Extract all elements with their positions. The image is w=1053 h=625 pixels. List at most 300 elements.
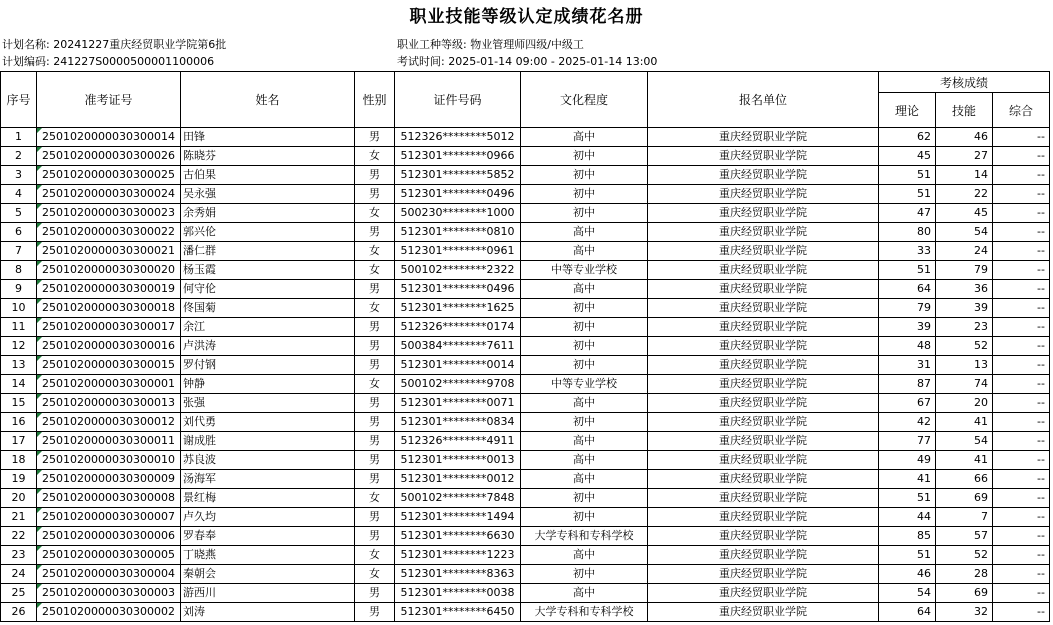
cell-seq: 21 bbox=[1, 508, 37, 527]
cell-unit: 重庆经贸职业学院 bbox=[648, 318, 879, 337]
cell-name: 卢洪涛 bbox=[181, 337, 355, 356]
cell-total: -- bbox=[993, 261, 1050, 280]
cell-name: 钟静 bbox=[181, 375, 355, 394]
cell-name: 潘仁群 bbox=[181, 242, 355, 261]
table-row bbox=[1, 451, 1050, 470]
header-score-group: 考核成绩 bbox=[879, 72, 1050, 93]
cell-gender: 男 bbox=[355, 413, 395, 432]
cell-theory: 77 bbox=[879, 432, 936, 451]
table-row bbox=[1, 299, 1050, 318]
cell-theory: 54 bbox=[879, 584, 936, 603]
cell-theory: 51 bbox=[879, 261, 936, 280]
cell-name: 刘代勇 bbox=[181, 413, 355, 432]
cell-seq: 1 bbox=[1, 128, 37, 147]
cell-unit: 重庆经贸职业学院 bbox=[648, 546, 879, 565]
cell-theory: 47 bbox=[879, 204, 936, 223]
cell-unit: 重庆经贸职业学院 bbox=[648, 166, 879, 185]
cell-gender: 男 bbox=[355, 356, 395, 375]
cell-gender: 男 bbox=[355, 584, 395, 603]
cell-total: -- bbox=[993, 565, 1050, 584]
cell-id: 500102********2322 bbox=[395, 261, 521, 280]
cell-gender: 男 bbox=[355, 166, 395, 185]
cell-unit: 重庆经贸职业学院 bbox=[648, 147, 879, 166]
cell-skill: 39 bbox=[936, 299, 993, 318]
cell-edu: 高中 bbox=[521, 451, 648, 470]
cell-name: 游西川 bbox=[181, 584, 355, 603]
cell-edu: 高中 bbox=[521, 394, 648, 413]
header-edu: 文化程度 bbox=[521, 72, 648, 128]
cell-theory: 85 bbox=[879, 527, 936, 546]
cell-name: 吴永强 bbox=[181, 185, 355, 204]
cell-gender: 女 bbox=[355, 204, 395, 223]
cell-skill: 69 bbox=[936, 584, 993, 603]
cell-unit: 重庆经贸职业学院 bbox=[648, 527, 879, 546]
cell-gender: 女 bbox=[355, 375, 395, 394]
cell-unit: 重庆经贸职业学院 bbox=[648, 280, 879, 299]
cell-skill: 36 bbox=[936, 280, 993, 299]
cell-skill: 79 bbox=[936, 261, 993, 280]
cell-ticket: 2501020000030300019 bbox=[37, 280, 181, 299]
cell-edu: 高中 bbox=[521, 223, 648, 242]
cell-name: 余江 bbox=[181, 318, 355, 337]
cell-theory: 31 bbox=[879, 356, 936, 375]
cell-theory: 39 bbox=[879, 318, 936, 337]
cell-unit: 重庆经贸职业学院 bbox=[648, 185, 879, 204]
cell-theory: 64 bbox=[879, 603, 936, 622]
cell-gender: 男 bbox=[355, 451, 395, 470]
cell-total: -- bbox=[993, 527, 1050, 546]
table-row bbox=[1, 242, 1050, 261]
cell-edu: 高中 bbox=[521, 470, 648, 489]
cell-edu: 初中 bbox=[521, 413, 648, 432]
cell-seq: 10 bbox=[1, 299, 37, 318]
cell-id: 512301********5852 bbox=[395, 166, 521, 185]
header-theory: 理论 bbox=[879, 93, 936, 128]
cell-total: -- bbox=[993, 546, 1050, 565]
header-total: 综合 bbox=[993, 93, 1050, 128]
cell-ticket: 2501020000030300026 bbox=[37, 147, 181, 166]
cell-edu: 初中 bbox=[521, 299, 648, 318]
cell-edu: 初中 bbox=[521, 337, 648, 356]
cell-name: 汤海军 bbox=[181, 470, 355, 489]
table-row bbox=[1, 166, 1050, 185]
cell-theory: 87 bbox=[879, 375, 936, 394]
cell-skill: 7 bbox=[936, 508, 993, 527]
cell-ticket: 2501020000030300008 bbox=[37, 489, 181, 508]
table-row bbox=[1, 584, 1050, 603]
cell-unit: 重庆经贸职业学院 bbox=[648, 508, 879, 527]
cell-total: -- bbox=[993, 128, 1050, 147]
cell-total: -- bbox=[993, 242, 1050, 261]
table-row bbox=[1, 204, 1050, 223]
cell-skill: 57 bbox=[936, 527, 993, 546]
cell-theory: 51 bbox=[879, 489, 936, 508]
cell-seq: 17 bbox=[1, 432, 37, 451]
cell-unit: 重庆经贸职业学院 bbox=[648, 413, 879, 432]
cell-unit: 重庆经贸职业学院 bbox=[648, 128, 879, 147]
header-name: 姓名 bbox=[181, 72, 355, 128]
cell-theory: 51 bbox=[879, 546, 936, 565]
cell-gender: 女 bbox=[355, 299, 395, 318]
cell-theory: 46 bbox=[879, 565, 936, 584]
table-row bbox=[1, 508, 1050, 527]
cell-id: 512301********0014 bbox=[395, 356, 521, 375]
cell-skill: 52 bbox=[936, 337, 993, 356]
cell-theory: 62 bbox=[879, 128, 936, 147]
cell-id: 500102********9708 bbox=[395, 375, 521, 394]
cell-total: -- bbox=[993, 451, 1050, 470]
cell-total: -- bbox=[993, 603, 1050, 622]
cell-seq: 20 bbox=[1, 489, 37, 508]
cell-seq: 26 bbox=[1, 603, 37, 622]
cell-id: 512301********1625 bbox=[395, 299, 521, 318]
cell-skill: 41 bbox=[936, 413, 993, 432]
cell-skill: 41 bbox=[936, 451, 993, 470]
cell-edu: 初中 bbox=[521, 204, 648, 223]
cell-gender: 女 bbox=[355, 261, 395, 280]
cell-id: 512301********0012 bbox=[395, 470, 521, 489]
cell-total: -- bbox=[993, 489, 1050, 508]
cell-id: 512301********0966 bbox=[395, 147, 521, 166]
cell-seq: 11 bbox=[1, 318, 37, 337]
cell-total: -- bbox=[993, 432, 1050, 451]
cell-name: 景红梅 bbox=[181, 489, 355, 508]
cell-id: 512301********0961 bbox=[395, 242, 521, 261]
header-gender: 性别 bbox=[355, 72, 395, 128]
cell-id: 512301********0071 bbox=[395, 394, 521, 413]
cell-skill: 28 bbox=[936, 565, 993, 584]
cell-ticket: 2501020000030300018 bbox=[37, 299, 181, 318]
cell-theory: 41 bbox=[879, 470, 936, 489]
cell-name: 张强 bbox=[181, 394, 355, 413]
table-row bbox=[1, 261, 1050, 280]
cell-seq: 18 bbox=[1, 451, 37, 470]
cell-unit: 重庆经贸职业学院 bbox=[648, 337, 879, 356]
cell-id: 512301********0496 bbox=[395, 280, 521, 299]
cell-name: 丁晓燕 bbox=[181, 546, 355, 565]
cell-name: 郭兴伦 bbox=[181, 223, 355, 242]
cell-id: 512301********1223 bbox=[395, 546, 521, 565]
cell-skill: 74 bbox=[936, 375, 993, 394]
cell-theory: 33 bbox=[879, 242, 936, 261]
cell-unit: 重庆经贸职业学院 bbox=[648, 394, 879, 413]
cell-theory: 49 bbox=[879, 451, 936, 470]
cell-unit: 重庆经贸职业学院 bbox=[648, 489, 879, 508]
cell-seq: 22 bbox=[1, 527, 37, 546]
cell-gender: 女 bbox=[355, 565, 395, 584]
cell-skill: 20 bbox=[936, 394, 993, 413]
cell-seq: 7 bbox=[1, 242, 37, 261]
cell-seq: 5 bbox=[1, 204, 37, 223]
cell-edu: 大学专科和专科学校 bbox=[521, 527, 648, 546]
cell-unit: 重庆经贸职业学院 bbox=[648, 565, 879, 584]
cell-edu: 中等专业学校 bbox=[521, 375, 648, 394]
cell-total: -- bbox=[993, 204, 1050, 223]
cell-theory: 44 bbox=[879, 508, 936, 527]
cell-seq: 4 bbox=[1, 185, 37, 204]
cell-total: -- bbox=[993, 356, 1050, 375]
cell-skill: 27 bbox=[936, 147, 993, 166]
cell-total: -- bbox=[993, 413, 1050, 432]
cell-gender: 男 bbox=[355, 318, 395, 337]
cell-seq: 3 bbox=[1, 166, 37, 185]
cell-gender: 女 bbox=[355, 147, 395, 166]
cell-edu: 初中 bbox=[521, 508, 648, 527]
exam-time: 考试时间: 2025-01-14 09:00 - 2025-01-14 13:00 bbox=[397, 55, 658, 68]
table-row bbox=[1, 223, 1050, 242]
cell-skill: 24 bbox=[936, 242, 993, 261]
cell-unit: 重庆经贸职业学院 bbox=[648, 375, 879, 394]
cell-seq: 24 bbox=[1, 565, 37, 584]
cell-total: -- bbox=[993, 147, 1050, 166]
cell-id: 512301********0810 bbox=[395, 223, 521, 242]
cell-seq: 14 bbox=[1, 375, 37, 394]
cell-edu: 高中 bbox=[521, 546, 648, 565]
cell-edu: 高中 bbox=[521, 280, 648, 299]
cell-ticket: 2501020000030300010 bbox=[37, 451, 181, 470]
cell-seq: 12 bbox=[1, 337, 37, 356]
cell-edu: 初中 bbox=[521, 166, 648, 185]
table-row bbox=[1, 318, 1050, 337]
cell-edu: 高中 bbox=[521, 128, 648, 147]
cell-name: 杨玉霞 bbox=[181, 261, 355, 280]
cell-ticket: 2501020000030300016 bbox=[37, 337, 181, 356]
cell-skill: 14 bbox=[936, 166, 993, 185]
cell-total: -- bbox=[993, 470, 1050, 489]
cell-name: 苏良波 bbox=[181, 451, 355, 470]
cell-id: 512301********0013 bbox=[395, 451, 521, 470]
table-row bbox=[1, 432, 1050, 451]
cell-skill: 23 bbox=[936, 318, 993, 337]
cell-total: -- bbox=[993, 337, 1050, 356]
cell-id: 512326********4911 bbox=[395, 432, 521, 451]
cell-edu: 高中 bbox=[521, 242, 648, 261]
table-row bbox=[1, 394, 1050, 413]
cell-skill: 22 bbox=[936, 185, 993, 204]
cell-theory: 67 bbox=[879, 394, 936, 413]
cell-gender: 男 bbox=[355, 508, 395, 527]
cell-skill: 45 bbox=[936, 204, 993, 223]
cell-unit: 重庆经贸职业学院 bbox=[648, 299, 879, 318]
cell-seq: 13 bbox=[1, 356, 37, 375]
cell-id: 512301********1494 bbox=[395, 508, 521, 527]
cell-unit: 重庆经贸职业学院 bbox=[648, 242, 879, 261]
cell-skill: 46 bbox=[936, 128, 993, 147]
cell-edu: 中等专业学校 bbox=[521, 261, 648, 280]
cell-skill: 52 bbox=[936, 546, 993, 565]
cell-ticket: 2501020000030300022 bbox=[37, 223, 181, 242]
cell-name: 卢久均 bbox=[181, 508, 355, 527]
cell-seq: 16 bbox=[1, 413, 37, 432]
cell-edu: 大学专科和专科学校 bbox=[521, 603, 648, 622]
cell-name: 古伯果 bbox=[181, 166, 355, 185]
cell-total: -- bbox=[993, 166, 1050, 185]
cell-name: 陈晓芬 bbox=[181, 147, 355, 166]
cell-seq: 15 bbox=[1, 394, 37, 413]
cell-edu: 高中 bbox=[521, 432, 648, 451]
cell-id: 500384********7611 bbox=[395, 337, 521, 356]
cell-seq: 9 bbox=[1, 280, 37, 299]
cell-ticket: 2501020000030300013 bbox=[37, 394, 181, 413]
cell-seq: 6 bbox=[1, 223, 37, 242]
cell-unit: 重庆经贸职业学院 bbox=[648, 603, 879, 622]
job-grade: 职业工种等级: 物业管理师四级/中级工 bbox=[397, 38, 584, 51]
cell-ticket: 2501020000030300020 bbox=[37, 261, 181, 280]
cell-skill: 54 bbox=[936, 223, 993, 242]
cell-ticket: 2501020000030300012 bbox=[37, 413, 181, 432]
cell-name: 罗春奉 bbox=[181, 527, 355, 546]
cell-gender: 男 bbox=[355, 394, 395, 413]
cell-id: 512301********6450 bbox=[395, 603, 521, 622]
table-row bbox=[1, 470, 1050, 489]
plan-name: 计划名称: 20241227重庆经贸职业学院第6批 bbox=[2, 38, 227, 51]
cell-ticket: 2501020000030300024 bbox=[37, 185, 181, 204]
table-row bbox=[1, 413, 1050, 432]
cell-seq: 19 bbox=[1, 470, 37, 489]
table-row bbox=[1, 527, 1050, 546]
cell-total: -- bbox=[993, 584, 1050, 603]
cell-theory: 51 bbox=[879, 166, 936, 185]
cell-id: 512301********6630 bbox=[395, 527, 521, 546]
cell-name: 谢成胜 bbox=[181, 432, 355, 451]
cell-skill: 66 bbox=[936, 470, 993, 489]
cell-edu: 初中 bbox=[521, 185, 648, 204]
cell-ticket: 2501020000030300021 bbox=[37, 242, 181, 261]
cell-name: 秦朝会 bbox=[181, 565, 355, 584]
cell-gender: 男 bbox=[355, 527, 395, 546]
cell-ticket: 2501020000030300005 bbox=[37, 546, 181, 565]
table-row bbox=[1, 128, 1050, 147]
table-row bbox=[1, 337, 1050, 356]
cell-theory: 48 bbox=[879, 337, 936, 356]
cell-total: -- bbox=[993, 223, 1050, 242]
cell-edu: 初中 bbox=[521, 356, 648, 375]
cell-ticket: 2501020000030300025 bbox=[37, 166, 181, 185]
table-row bbox=[1, 603, 1050, 622]
cell-id: 512301********0038 bbox=[395, 584, 521, 603]
cell-total: -- bbox=[993, 508, 1050, 527]
cell-id: 512301********0496 bbox=[395, 185, 521, 204]
cell-gender: 女 bbox=[355, 489, 395, 508]
cell-edu: 初中 bbox=[521, 489, 648, 508]
cell-ticket: 2501020000030300015 bbox=[37, 356, 181, 375]
cell-theory: 79 bbox=[879, 299, 936, 318]
cell-seq: 8 bbox=[1, 261, 37, 280]
cell-gender: 男 bbox=[355, 280, 395, 299]
cell-skill: 32 bbox=[936, 603, 993, 622]
cell-seq: 25 bbox=[1, 584, 37, 603]
cell-id: 500102********7848 bbox=[395, 489, 521, 508]
cell-gender: 男 bbox=[355, 470, 395, 489]
cell-gender: 男 bbox=[355, 128, 395, 147]
cell-name: 刘涛 bbox=[181, 603, 355, 622]
cell-ticket: 2501020000030300001 bbox=[37, 375, 181, 394]
header-skill: 技能 bbox=[936, 93, 993, 128]
cell-edu: 初中 bbox=[521, 318, 648, 337]
cell-unit: 重庆经贸职业学院 bbox=[648, 223, 879, 242]
table-row bbox=[1, 147, 1050, 166]
cell-ticket: 2501020000030300002 bbox=[37, 603, 181, 622]
cell-ticket: 2501020000030300017 bbox=[37, 318, 181, 337]
cell-skill: 69 bbox=[936, 489, 993, 508]
cell-ticket: 2501020000030300003 bbox=[37, 584, 181, 603]
cell-unit: 重庆经贸职业学院 bbox=[648, 432, 879, 451]
cell-gender: 女 bbox=[355, 546, 395, 565]
score-table bbox=[0, 71, 1050, 622]
cell-unit: 重庆经贸职业学院 bbox=[648, 584, 879, 603]
cell-gender: 男 bbox=[355, 337, 395, 356]
cell-theory: 64 bbox=[879, 280, 936, 299]
cell-ticket: 2501020000030300014 bbox=[37, 128, 181, 147]
cell-gender: 男 bbox=[355, 603, 395, 622]
cell-ticket: 2501020000030300011 bbox=[37, 432, 181, 451]
cell-seq: 2 bbox=[1, 147, 37, 166]
cell-theory: 45 bbox=[879, 147, 936, 166]
cell-total: -- bbox=[993, 280, 1050, 299]
table-row bbox=[1, 565, 1050, 584]
cell-gender: 男 bbox=[355, 185, 395, 204]
table-row bbox=[1, 546, 1050, 565]
cell-total: -- bbox=[993, 375, 1050, 394]
cell-ticket: 2501020000030300009 bbox=[37, 470, 181, 489]
cell-id: 512326********0174 bbox=[395, 318, 521, 337]
header-id: 证件号码 bbox=[395, 72, 521, 128]
cell-total: -- bbox=[993, 185, 1050, 204]
cell-total: -- bbox=[993, 394, 1050, 413]
cell-skill: 54 bbox=[936, 432, 993, 451]
table-row bbox=[1, 280, 1050, 299]
page-title: 职业技能等级认定成绩花名册 bbox=[409, 7, 644, 27]
cell-edu: 初中 bbox=[521, 565, 648, 584]
cell-ticket: 2501020000030300007 bbox=[37, 508, 181, 527]
cell-total: -- bbox=[993, 318, 1050, 337]
header-ticket: 准考证号 bbox=[37, 72, 181, 128]
cell-total: -- bbox=[993, 299, 1050, 318]
cell-unit: 重庆经贸职业学院 bbox=[648, 451, 879, 470]
cell-unit: 重庆经贸职业学院 bbox=[648, 204, 879, 223]
cell-theory: 80 bbox=[879, 223, 936, 242]
cell-unit: 重庆经贸职业学院 bbox=[648, 261, 879, 280]
table-row bbox=[1, 185, 1050, 204]
header-seq: 序号 bbox=[1, 72, 37, 128]
cell-unit: 重庆经贸职业学院 bbox=[648, 356, 879, 375]
cell-name: 佟国菊 bbox=[181, 299, 355, 318]
cell-id: 512301********8363 bbox=[395, 565, 521, 584]
cell-gender: 男 bbox=[355, 432, 395, 451]
cell-unit: 重庆经贸职业学院 bbox=[648, 470, 879, 489]
table-row bbox=[1, 489, 1050, 508]
plan-code: 计划编码: 241227S0000500001100006 bbox=[2, 55, 215, 68]
cell-ticket: 2501020000030300004 bbox=[37, 565, 181, 584]
cell-ticket: 2501020000030300023 bbox=[37, 204, 181, 223]
cell-theory: 51 bbox=[879, 185, 936, 204]
cell-gender: 男 bbox=[355, 223, 395, 242]
cell-gender: 女 bbox=[355, 242, 395, 261]
cell-id: 500230********1000 bbox=[395, 204, 521, 223]
table-row bbox=[1, 375, 1050, 394]
cell-name: 余秀娟 bbox=[181, 204, 355, 223]
cell-name: 田锋 bbox=[181, 128, 355, 147]
cell-edu: 高中 bbox=[521, 584, 648, 603]
table-row bbox=[1, 356, 1050, 375]
cell-skill: 13 bbox=[936, 356, 993, 375]
cell-name: 罗付钢 bbox=[181, 356, 355, 375]
cell-seq: 23 bbox=[1, 546, 37, 565]
header-unit: 报名单位 bbox=[648, 72, 879, 128]
cell-theory: 42 bbox=[879, 413, 936, 432]
cell-name: 何守伦 bbox=[181, 280, 355, 299]
cell-id: 512326********5012 bbox=[395, 128, 521, 147]
